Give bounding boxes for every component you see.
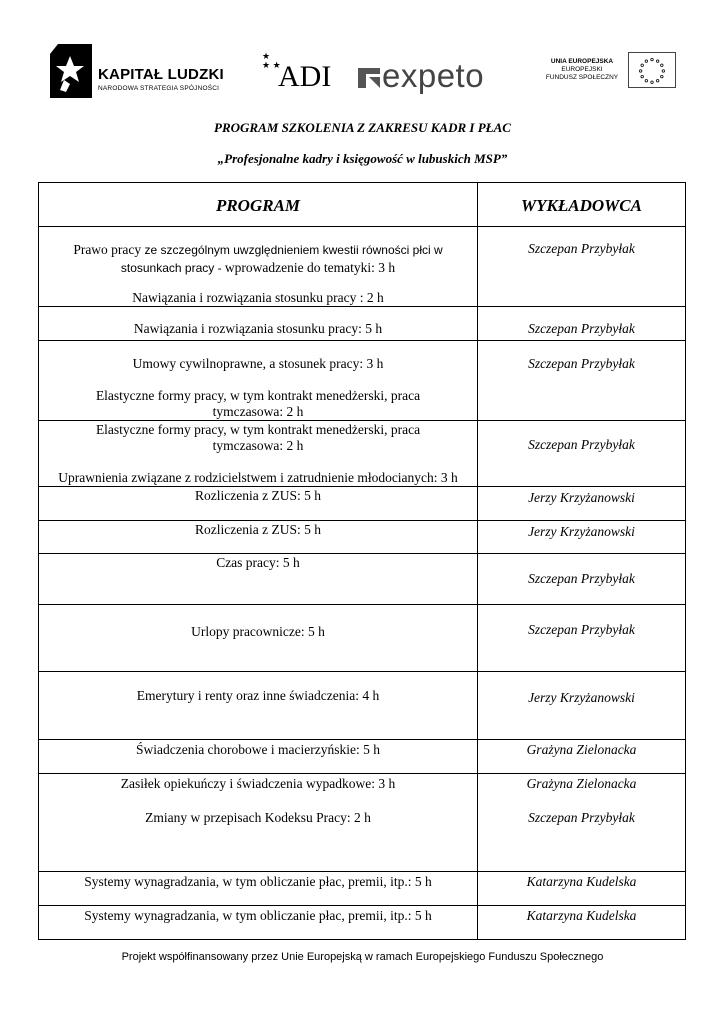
header-lecturer: WYKŁADOWCA: [521, 196, 642, 215]
program-cell: [39, 872, 478, 905]
lecturer-cell: [478, 872, 685, 905]
lecturer-cell: [478, 227, 685, 306]
table-row: [39, 227, 685, 307]
program-cell: [39, 740, 478, 773]
program-text: Zmiany w przepisach Kodeksu Pracy: 2 h: [145, 810, 371, 825]
lecturer-name: Katarzyna Kudelska: [526, 908, 637, 923]
expeto-logo-text: expeto: [382, 57, 485, 94]
lecturer-cell: [478, 906, 685, 939]
program-text: Systemy wynagradzania, w tym obliczanie płac, premii, itp.: 5 h: [84, 874, 432, 889]
kapital-ludzki-logo: [50, 44, 230, 98]
footer-text: Projekt współfinansowany przez Unie Europejską w ramach Europejskiego Funduszu Społecznego: [121, 951, 604, 963]
eu-line1: UNIA EUROPEJSKA: [550, 58, 614, 65]
program-text: Emerytury i renty oraz inne świadczenia: 4 h: [136, 688, 380, 703]
table-row: [39, 605, 685, 672]
program-cell: [39, 227, 478, 306]
table-row: [39, 307, 685, 341]
lecturer-cell: [478, 605, 685, 671]
program-text: Elastyczne formy pracy, w tym kontrakt menedżerski, praca: [95, 388, 421, 403]
expeto-logo: [358, 58, 508, 98]
program-cell: [39, 341, 478, 420]
program-cell: [39, 906, 478, 939]
lecturer-name: Jerzy Krzyżanowski: [528, 490, 635, 505]
program-text: Czas pracy: 5 h: [216, 555, 300, 570]
table-row: [39, 774, 685, 872]
eu-line3: FUNDUSZ SPOŁECZNY: [545, 74, 619, 81]
lecturer-name: Grażyna Zielonacka: [526, 742, 637, 757]
adi-logo-text: ADI: [278, 60, 332, 93]
lecturer-name: Szczepan Przybyłak: [528, 241, 635, 256]
program-text: ze szczególnym uwzględnieniem kwestii równości płci w: [144, 243, 443, 257]
lecturer-cell: [478, 774, 685, 871]
lecturer-name: Szczepan Przybyłak: [528, 622, 635, 637]
program-text: tymczasowa: 2 h: [212, 438, 304, 453]
lecturer-name: Jerzy Krzyżanowski: [528, 524, 635, 539]
table-row: [39, 521, 685, 554]
eu-flag-icon: [628, 52, 676, 88]
lecturer-name: Szczepan Przybyłak: [528, 321, 635, 336]
program-text: Nawiązania i rozwiązania stosunku pracy: 5 h: [133, 321, 383, 336]
lecturer-name: Szczepan Przybyłak: [528, 437, 635, 452]
program-text: Uprawnienia związane z rodzicielstwem i zatrudnienie młodocianych: 3 h: [58, 470, 458, 485]
kapital-ludzki-subtitle: NARODOWA STRATEGIA SPÓJNOŚCI: [98, 85, 220, 92]
lecturer-name: Szczepan Przybyłak: [528, 356, 635, 371]
table-row: [39, 672, 685, 740]
lecturer-cell: [478, 521, 685, 553]
lecturer-name: Katarzyna Kudelska: [526, 874, 637, 889]
program-cell: [39, 672, 478, 739]
lecturer-name: Jerzy Krzyżanowski: [528, 690, 635, 705]
adi-logo: [262, 52, 342, 96]
lecturer-cell: [478, 307, 685, 340]
table-row: [39, 341, 685, 421]
program-cell: [39, 487, 478, 520]
document-subtitle: „Profesjonalne kadry i księgowość w lubuskich MSP”: [217, 151, 508, 166]
program-text: Nawiązania i rozwiązania stosunku pracy : 2 h: [132, 290, 384, 305]
program-text: tymczasowa: 2 h: [212, 404, 304, 419]
lecturer-cell: [478, 421, 685, 486]
program-text: Urlopy pracownicze: 5 h: [191, 624, 325, 639]
kapital-ludzki-icon: [50, 44, 92, 98]
eu-line2: EUROPEJSKI: [561, 66, 603, 73]
program-cell: [39, 307, 478, 340]
table-row: [39, 487, 685, 521]
program-cell: [39, 605, 478, 671]
program-text: Świadczenia chorobowe i macierzyńskie: 5 h: [135, 742, 381, 757]
table-row: [39, 872, 685, 906]
expeto-arrow-icon: [358, 68, 380, 88]
lecturer-cell: [478, 554, 685, 604]
document-title: PROGRAM SZKOLENIA Z ZAKRESU KADR I PŁAC: [214, 120, 511, 135]
table-row: [39, 906, 685, 939]
program-text: Elastyczne formy pracy, w tym kontrakt menedżerski, praca: [95, 422, 421, 437]
program-cell: [39, 421, 478, 486]
program-text: Zasiłek opiekuńczy i świadczenia wypadkowe: 3 h: [120, 776, 396, 791]
lecturer-cell: [478, 672, 685, 739]
program-text: stosunkach pracy -: [120, 261, 225, 275]
lecturer-cell: [478, 487, 685, 520]
program-text: Rozliczenia z ZUS: 5 h: [195, 522, 321, 537]
program-text: Rozliczenia z ZUS: 5 h: [195, 488, 321, 503]
program-cell: [39, 521, 478, 553]
program-text: Umowy cywilnoprawne, a stosunek pracy: 3 h: [132, 356, 384, 371]
table-row: [39, 554, 685, 605]
program-line: [39, 242, 477, 258]
lecturer-cell: [478, 740, 685, 773]
program-table: [38, 182, 686, 940]
eu-logo-text: [540, 58, 624, 82]
lecturer-name: Szczepan Przybyłak: [528, 571, 635, 586]
lecturer-name: Szczepan Przybyłak: [528, 810, 635, 825]
header-cell-program: [39, 183, 478, 226]
program-cell: [39, 774, 478, 871]
program-text: Prawo pracy: [73, 242, 145, 257]
program-text: wprowadzenie do tematyki: 3 h: [224, 260, 396, 275]
program-cell: [39, 554, 478, 604]
stars-icon: ★ ★ ★: [262, 51, 281, 70]
header-cell-lecturer: [478, 183, 685, 226]
kapital-ludzki-title: KAPITAŁ LUDZKI: [98, 66, 224, 83]
lecturer-name: Grażyna Zielonacka: [526, 776, 637, 791]
lecturer-cell: [478, 341, 685, 420]
program-line: [39, 260, 477, 276]
table-header-row: [39, 183, 685, 227]
table-row: [39, 740, 685, 774]
eu-logo: [540, 52, 680, 92]
program-text: Systemy wynagradzania, w tym obliczanie płac, premii, itp.: 5 h: [84, 908, 432, 923]
logo-bar: [0, 40, 725, 104]
table-row: [39, 421, 685, 487]
header-program: PROGRAM: [215, 196, 301, 215]
